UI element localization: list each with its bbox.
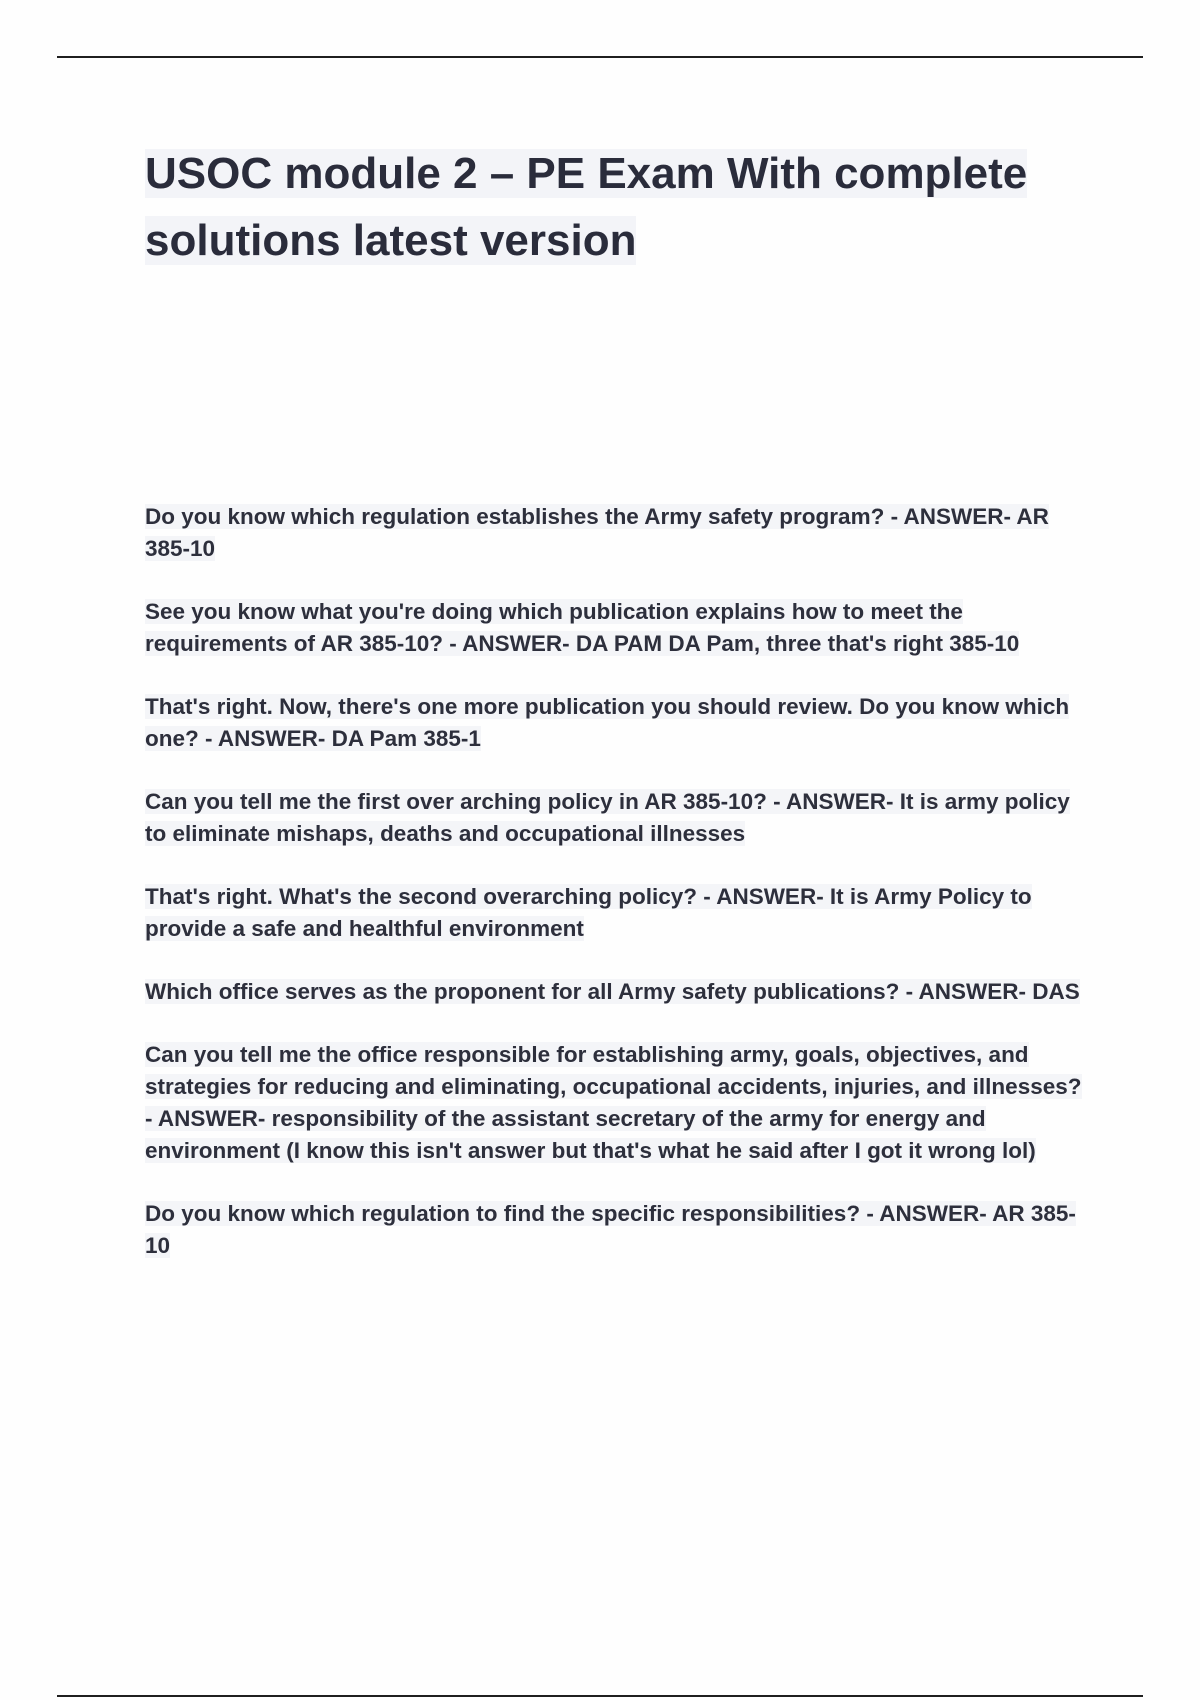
qa-text: Which office serves as the proponent for all Army safety publications? - ANSWER- DAS — [145, 979, 1080, 1004]
qa-item-2 — [145, 596, 1085, 660]
qa-item-8 — [145, 1198, 1085, 1262]
qa-item-5 — [145, 881, 1085, 945]
bottom-rule — [57, 1695, 1143, 1697]
page-title — [145, 140, 1085, 274]
qa-text: Can you tell me the office responsible for establishing army, goals, objectives, and strategies for reducing and eliminating, occupational accidents, injuries, and illnesses? - ANSWER- responsibility of the assistant secretary of the army for energy and environment (I know this isn't answer but that's what he said after I got it wrong lol) — [145, 1042, 1082, 1163]
qa-item-6 — [145, 976, 1085, 1008]
qa-item-1 — [145, 501, 1085, 565]
qa-list — [145, 501, 1085, 1293]
qa-item-3 — [145, 691, 1085, 755]
qa-text: Can you tell me the first over arching policy in AR 385-10? - ANSWER- It is army policy to eliminate mishaps, deaths and occupational illnesses — [145, 789, 1070, 846]
page-title-text: USOC module 2 – PE Exam With complete solutions latest version — [145, 149, 1028, 265]
qa-text: That's right. Now, there's one more publication you should review. Do you know which one? - ANSWER- DA Pam 385-1 — [145, 694, 1070, 751]
qa-text: That's right. What's the second overarching policy? - ANSWER- It is Army Policy to provide a safe and healthful environment — [145, 884, 1032, 941]
qa-text: Do you know which regulation to find the specific responsibilities? - ANSWER- AR 385-10 — [145, 1201, 1076, 1258]
qa-text: See you know what you're doing which publication explains how to meet the requirements of AR 385-10? - ANSWER- DA PAM DA Pam, three that's right 385-10 — [145, 599, 1020, 656]
qa-item-4 — [145, 786, 1085, 850]
qa-text: Do you know which regulation establishes the Army safety program? - ANSWER- AR 385-10 — [145, 504, 1049, 561]
top-rule — [57, 56, 1143, 58]
qa-item-7 — [145, 1039, 1085, 1167]
